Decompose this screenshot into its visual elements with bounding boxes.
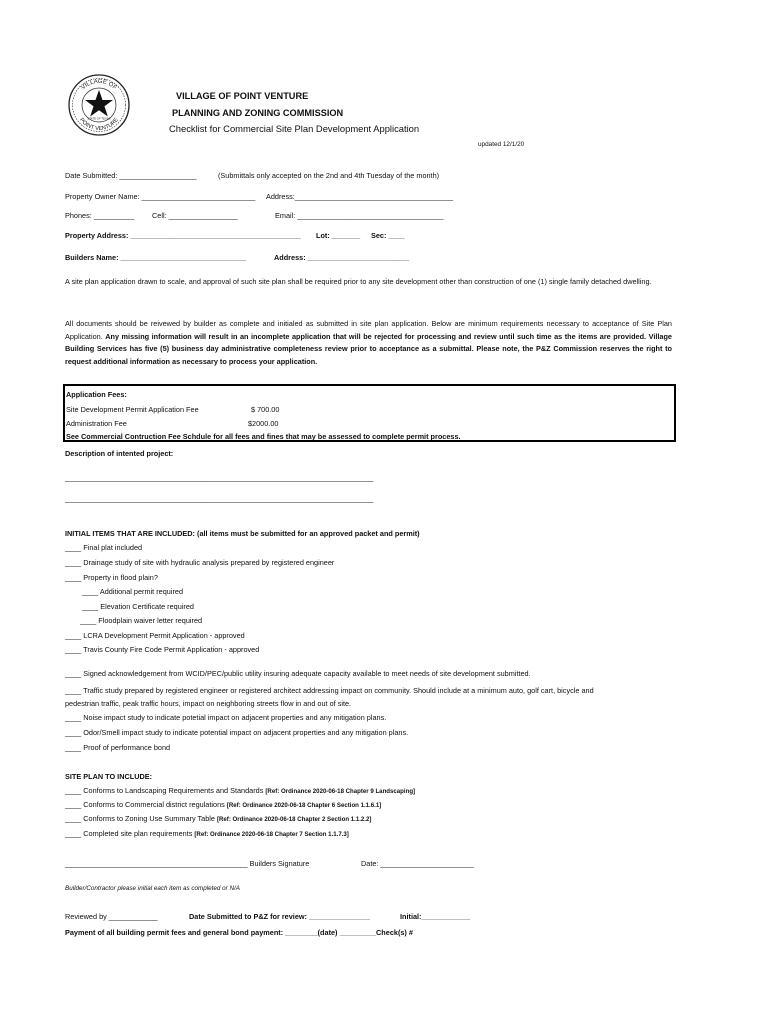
checklist-item[interactable]: ____ Signed acknowledgement from WCID/PEC/public utility insuring adequate capacity available to meet needs of site development submitted. xyxy=(65,669,531,678)
commission-name: PLANNING AND ZONING COMMISSION xyxy=(172,108,344,118)
builders-signature-field[interactable]: _____________________________________________ Builders Signature xyxy=(65,859,310,868)
checklist-item[interactable]: ____ Travis County Fire Code Permit Application - approved xyxy=(65,645,260,654)
phones-field[interactable]: Phones: __________ xyxy=(65,211,135,220)
builders-name-field[interactable]: Builders Name: _______________________________ xyxy=(65,253,247,262)
owner-address-field[interactable]: Address:_______________________________________ xyxy=(266,192,454,201)
description-label: Description of intented project: xyxy=(65,449,174,458)
fee-row-2-label: Administration Fee xyxy=(66,419,127,428)
builders-address-field[interactable]: Address: _________________________ xyxy=(274,253,410,262)
site-plan-item-text: ____ Completed site plan requirements xyxy=(65,829,195,838)
seal-inner-text: STATE OF TEXAS xyxy=(87,116,111,121)
lot-field[interactable]: Lot: _______ xyxy=(316,231,361,240)
site-plan-item[interactable] xyxy=(65,786,415,795)
checklist-item[interactable]: ____ LCRA Development Permit Application - approved xyxy=(65,631,245,640)
svg-text:VILLAGE OF xyxy=(81,79,118,91)
fees-heading: Application Fees: xyxy=(66,390,127,399)
checklist-item[interactable]: ____ Final plat included xyxy=(65,543,143,552)
site-plan-item-ref: [Ref: Ordinance 2020-06-18 Chapter 7 Section 1.1.7.3] xyxy=(194,831,349,838)
owner-name-field[interactable]: Property Owner Name: ____________________________ xyxy=(65,192,256,201)
initial-note: Builder/Contractor please initial each item as completed or N/A xyxy=(65,885,240,892)
initial-items-heading: INITIAL ITEMS THAT ARE INCLUDED: (all items must be submitted for an approved packet and permit) xyxy=(65,529,420,538)
checklist-subitem[interactable]: ____ Floodplain waiver letter required xyxy=(80,616,203,625)
property-address-field[interactable]: Property Address: __________________________________________ xyxy=(65,231,301,240)
fee-row-1-label: Site Development Permit Application Fee xyxy=(66,405,199,414)
site-plan-item-text: ____ Conforms to Landscaping Requirements and Standards xyxy=(65,786,266,795)
site-plan-item-ref: [Ref: Ordinance 2020-06-18 Chapter 2 Section 1.1.2.2] xyxy=(216,816,372,823)
description-line-1[interactable]: ____________________________________________________________________________ xyxy=(65,473,374,482)
date-submitted-pz-field[interactable]: Date Submitted to P&Z for review: _______________ xyxy=(189,912,370,921)
seal-star-icon xyxy=(67,73,131,137)
checklist-item[interactable]: ____ Traffic study prepared by registered engineer or registered architect addressing impact on community. Should include at a minimum auto, golf cart, bicycle and xyxy=(65,686,594,695)
fee-row-2-value: $2000.00 xyxy=(248,419,279,428)
site-plan-item[interactable] xyxy=(65,829,349,838)
seal-bottom-text: POINT VENTURE xyxy=(78,117,120,133)
site-plan-item-ref: [Ref: Ordinance 2020-06-18 Chapter 9 Landscaping] xyxy=(265,788,416,795)
site-plan-item-text: ____ Conforms to Commercial district regulations xyxy=(65,800,227,809)
checklist-item[interactable]: ____ Drainage study of site with hydraulic analysis prepared by registered engineer xyxy=(65,558,335,567)
intro-paragraph-2-bold: Any missing information will result in an incomplete application that will be rejected for processing and review until such time as the items are provided. Village Building Services has five (5) business day administrative completeness review prior to acceptance as a submittal. Please note, the P&Z Commission reserves the right to request additional information as necessary to process your application. xyxy=(65,331,672,366)
payment-field[interactable]: Payment of all building permit fees and general bond payment: ________(date) _________Check(s) # xyxy=(65,928,413,937)
site-plan-item[interactable] xyxy=(65,800,381,809)
site-plan-item-ref: [Ref: Ordinance 2020-06-18 Chapter 6 Section 1.1.6.1] xyxy=(226,802,382,809)
checklist-subitem[interactable]: ____ Elevation Certificate required xyxy=(82,602,194,611)
checklist-item[interactable]: ____ Property in flood plain? xyxy=(65,573,158,582)
cell-field[interactable]: Cell: _________________ xyxy=(152,211,238,220)
initial-field[interactable]: Initial:____________ xyxy=(400,912,471,921)
site-plan-heading: SITE PLAN TO INCLUDE: xyxy=(65,772,153,781)
site-plan-item-text: ____ Conforms to Zoning Use Summary Table xyxy=(65,814,217,823)
description-line-2[interactable]: ____________________________________________________________________________ xyxy=(65,494,374,503)
fees-note: See Commercial Contruction Fee Schdule for all fees and fines that may be assessed to complete permit process. xyxy=(66,432,461,441)
org-name: VILLAGE OF POINT VENTURE xyxy=(176,91,309,101)
checklist-item[interactable]: ____ Noise impact study to indicate potetial impact on adjacent properties and any mitigation plans. xyxy=(65,713,387,722)
email-field[interactable]: Email: ____________________________________ xyxy=(275,211,444,220)
site-plan-item[interactable] xyxy=(65,814,371,823)
date-submitted-field[interactable]: Date Submitted: ___________________ xyxy=(65,171,197,180)
checklist-item-continued: pedestrian traffic, peak traffic hours, impact on neighboring streets flow in and out of site. xyxy=(65,699,352,708)
fee-row-1-value: $ 700.00 xyxy=(251,405,280,414)
checklist-subitem[interactable]: ____ Additional permit required xyxy=(82,587,184,596)
updated-date: updated 12/1/20 xyxy=(478,141,525,148)
checklist-item[interactable]: ____ Proof of performance bond xyxy=(65,743,171,752)
intro-paragraph-2-normal: All documents should be reivewed by builder as complete and initialed as submitted in site plan application. Below are minimum requirements necessary to acceptance of Site Plan Application. xyxy=(65,319,672,341)
intro-paragraph-1: A site plan application drawn to scale, and approval of such site plan shall be required prior to any site development other than construction of one (1) single family detached dwelling. xyxy=(65,277,652,286)
intro-paragraph-2 xyxy=(65,318,672,368)
checklist-item[interactable]: ____ Odor/Smell impact study to indicate potential impact on adjacent properties and any mitigation plans. xyxy=(65,728,409,737)
form-title: Checklist for Commercial Site Plan Development Application xyxy=(169,123,420,134)
seal-top-text: VILLAGE OF xyxy=(80,78,118,92)
village-seal xyxy=(67,73,131,137)
reviewed-by-field[interactable]: Reviewed by ____________ xyxy=(65,912,158,921)
signature-date-field[interactable]: Date: _______________________ xyxy=(361,859,474,868)
submittals-note: (Submittals only accepted on the 2nd and 4th Tuesday of the month) xyxy=(218,171,440,180)
sec-field[interactable]: Sec: ____ xyxy=(371,231,405,240)
